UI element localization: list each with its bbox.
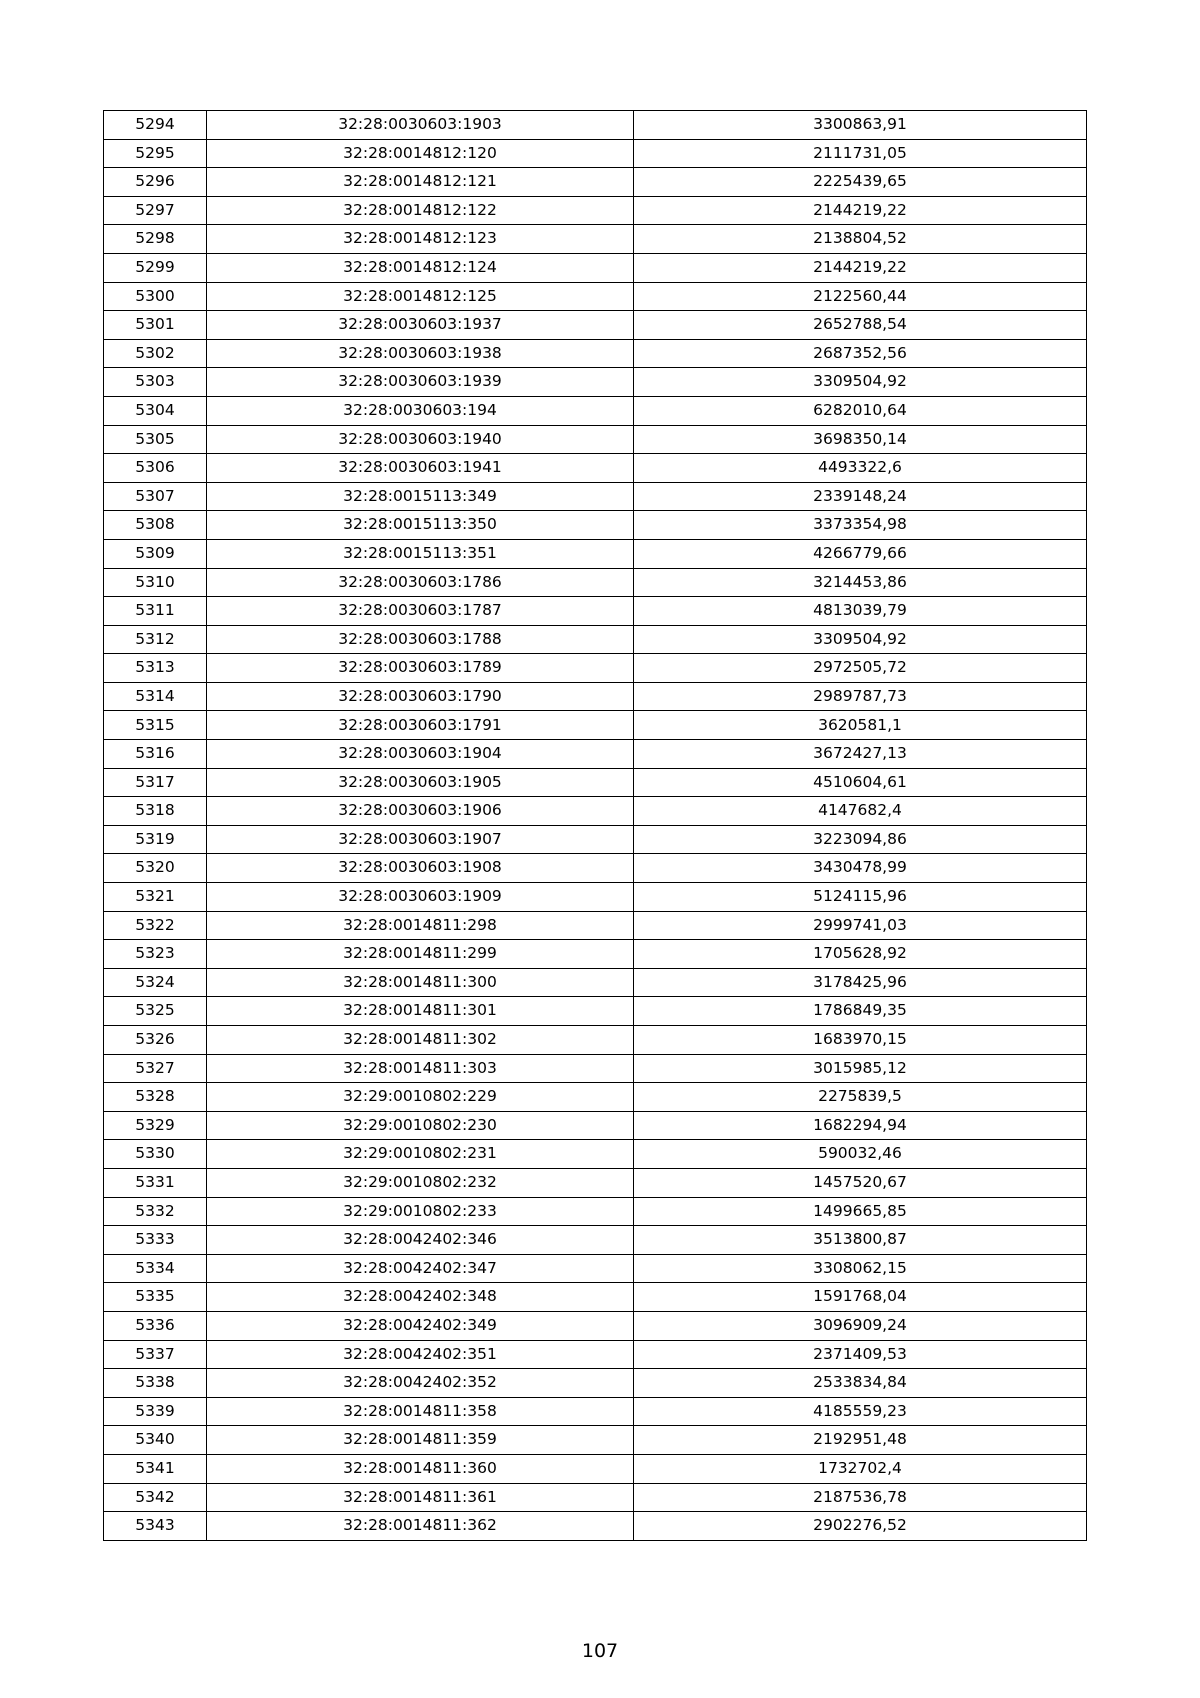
- table-row: [104, 1397, 1087, 1426]
- row-number-cell: 5318: [104, 797, 207, 826]
- value-cell: 590032,46: [634, 1140, 1087, 1169]
- cadastral-number-cell: 32:28:0014812:125: [207, 282, 634, 311]
- cadastral-number-cell: 32:28:0014811:303: [207, 1054, 634, 1083]
- table-row: [104, 883, 1087, 912]
- value-cell: 6282010,64: [634, 396, 1087, 425]
- row-number-cell: 5313: [104, 654, 207, 683]
- cadastral-number-cell: 32:28:0030603:1903: [207, 111, 634, 140]
- value-cell: 3223094,86: [634, 825, 1087, 854]
- value-cell: 2144219,22: [634, 196, 1087, 225]
- table-row: [104, 168, 1087, 197]
- value-cell: 2122560,44: [634, 282, 1087, 311]
- cadastral-number-cell: 32:28:0030603:1789: [207, 654, 634, 683]
- row-number-cell: 5302: [104, 339, 207, 368]
- value-cell: 3373354,98: [634, 511, 1087, 540]
- cadastral-number-cell: 32:28:0030603:1941: [207, 454, 634, 483]
- value-cell: 2144219,22: [634, 253, 1087, 282]
- row-number-cell: 5335: [104, 1283, 207, 1312]
- table-row: [104, 1311, 1087, 1340]
- cadastral-number-cell: 32:28:0030603:1940: [207, 425, 634, 454]
- cadastral-number-cell: 32:28:0030603:1788: [207, 625, 634, 654]
- row-number-cell: 5295: [104, 139, 207, 168]
- table-row: [104, 1111, 1087, 1140]
- value-cell: 1499665,85: [634, 1197, 1087, 1226]
- row-number-cell: 5315: [104, 711, 207, 740]
- value-cell: 4493322,6: [634, 454, 1087, 483]
- value-cell: 1682294,94: [634, 1111, 1087, 1140]
- cadastral-number-cell: 32:28:0014811:361: [207, 1483, 634, 1512]
- data-table: [103, 110, 1087, 1541]
- cadastral-number-cell: 32:28:0042402:349: [207, 1311, 634, 1340]
- value-cell: 3096909,24: [634, 1311, 1087, 1340]
- value-cell: 4147682,4: [634, 797, 1087, 826]
- table-row: [104, 740, 1087, 769]
- table-row: [104, 797, 1087, 826]
- cadastral-number-cell: 32:28:0030603:1938: [207, 339, 634, 368]
- row-number-cell: 5339: [104, 1397, 207, 1426]
- cadastral-number-cell: 32:28:0030603:194: [207, 396, 634, 425]
- table-row: [104, 968, 1087, 997]
- cadastral-number-cell: 32:28:0042402:347: [207, 1254, 634, 1283]
- cadastral-number-cell: 32:29:0010802:233: [207, 1197, 634, 1226]
- row-number-cell: 5324: [104, 968, 207, 997]
- value-cell: 4185559,23: [634, 1397, 1087, 1426]
- table-row: [104, 454, 1087, 483]
- row-number-cell: 5331: [104, 1168, 207, 1197]
- value-cell: 4813039,79: [634, 597, 1087, 626]
- row-number-cell: 5296: [104, 168, 207, 197]
- table-row: [104, 1426, 1087, 1455]
- row-number-cell: 5329: [104, 1111, 207, 1140]
- table-row: [104, 711, 1087, 740]
- table-row: [104, 940, 1087, 969]
- value-cell: 1591768,04: [634, 1283, 1087, 1312]
- value-cell: 3300863,91: [634, 111, 1087, 140]
- row-number-cell: 5310: [104, 568, 207, 597]
- table-row: [104, 1026, 1087, 1055]
- value-cell: 2972505,72: [634, 654, 1087, 683]
- row-number-cell: 5308: [104, 511, 207, 540]
- cadastral-number-cell: 32:28:0014811:360: [207, 1454, 634, 1483]
- table-row: [104, 568, 1087, 597]
- row-number-cell: 5300: [104, 282, 207, 311]
- table-row: [104, 1083, 1087, 1112]
- value-cell: 2533834,84: [634, 1369, 1087, 1398]
- value-cell: 5124115,96: [634, 883, 1087, 912]
- row-number-cell: 5297: [104, 196, 207, 225]
- row-number-cell: 5333: [104, 1226, 207, 1255]
- cadastral-number-cell: 32:29:0010802:229: [207, 1083, 634, 1112]
- cadastral-number-cell: 32:28:0030603:1790: [207, 682, 634, 711]
- cadastral-number-cell: 32:28:0042402:346: [207, 1226, 634, 1255]
- cadastral-number-cell: 32:29:0010802:231: [207, 1140, 634, 1169]
- row-number-cell: 5312: [104, 625, 207, 654]
- row-number-cell: 5307: [104, 482, 207, 511]
- row-number-cell: 5301: [104, 311, 207, 340]
- table-row: [104, 396, 1087, 425]
- row-number-cell: 5306: [104, 454, 207, 483]
- value-cell: 2138804,52: [634, 225, 1087, 254]
- value-cell: 3178425,96: [634, 968, 1087, 997]
- cadastral-number-cell: 32:28:0014812:121: [207, 168, 634, 197]
- row-number-cell: 5338: [104, 1369, 207, 1398]
- value-cell: 2187536,78: [634, 1483, 1087, 1512]
- value-cell: 3015985,12: [634, 1054, 1087, 1083]
- value-cell: 2989787,73: [634, 682, 1087, 711]
- row-number-cell: 5342: [104, 1483, 207, 1512]
- table-row: [104, 1340, 1087, 1369]
- table-body: [104, 111, 1087, 1541]
- row-number-cell: 5334: [104, 1254, 207, 1283]
- value-cell: 3308062,15: [634, 1254, 1087, 1283]
- table-row: [104, 1254, 1087, 1283]
- cadastral-number-cell: 32:28:0042402:348: [207, 1283, 634, 1312]
- row-number-cell: 5337: [104, 1340, 207, 1369]
- cadastral-number-cell: 32:29:0010802:230: [207, 1111, 634, 1140]
- row-number-cell: 5322: [104, 911, 207, 940]
- value-cell: 2687352,56: [634, 339, 1087, 368]
- table-row: [104, 282, 1087, 311]
- row-number-cell: 5319: [104, 825, 207, 854]
- row-number-cell: 5321: [104, 883, 207, 912]
- cadastral-number-cell: 32:28:0042402:352: [207, 1369, 634, 1398]
- row-number-cell: 5326: [104, 1026, 207, 1055]
- table-row: [104, 196, 1087, 225]
- value-cell: 3309504,92: [634, 625, 1087, 654]
- page-number: 107: [581, 1640, 619, 1662]
- table-row: [104, 111, 1087, 140]
- row-number-cell: 5298: [104, 225, 207, 254]
- table-row: [104, 854, 1087, 883]
- cadastral-number-cell: 32:28:0030603:1906: [207, 797, 634, 826]
- value-cell: 3214453,86: [634, 568, 1087, 597]
- cadastral-number-cell: 32:28:0030603:1787: [207, 597, 634, 626]
- cadastral-number-cell: 32:28:0030603:1905: [207, 768, 634, 797]
- value-cell: 2999741,03: [634, 911, 1087, 940]
- cadastral-number-cell: 32:28:0014811:299: [207, 940, 634, 969]
- table-row: [104, 539, 1087, 568]
- cadastral-number-cell: 32:28:0015113:351: [207, 539, 634, 568]
- cadastral-number-cell: 32:28:0014811:300: [207, 968, 634, 997]
- cadastral-number-cell: 32:28:0030603:1939: [207, 368, 634, 397]
- cadastral-number-cell: 32:28:0030603:1904: [207, 740, 634, 769]
- table-row: [104, 139, 1087, 168]
- row-number-cell: 5336: [104, 1311, 207, 1340]
- cadastral-number-cell: 32:28:0014812:120: [207, 139, 634, 168]
- value-cell: 3430478,99: [634, 854, 1087, 883]
- cadastral-number-cell: 32:28:0014811:358: [207, 1397, 634, 1426]
- table-row: [104, 511, 1087, 540]
- table-row: [104, 1197, 1087, 1226]
- table-row: [104, 1283, 1087, 1312]
- table-row: [104, 339, 1087, 368]
- value-cell: 2192951,48: [634, 1426, 1087, 1455]
- row-number-cell: 5323: [104, 940, 207, 969]
- cadastral-number-cell: 32:28:0014812:124: [207, 253, 634, 282]
- row-number-cell: 5305: [104, 425, 207, 454]
- value-cell: 1457520,67: [634, 1168, 1087, 1197]
- table-row: [104, 1512, 1087, 1541]
- cadastral-number-cell: 32:28:0030603:1786: [207, 568, 634, 597]
- table-row: [104, 425, 1087, 454]
- table-row: [104, 482, 1087, 511]
- cadastral-number-cell: 32:28:0014812:123: [207, 225, 634, 254]
- value-cell: 2275839,5: [634, 1083, 1087, 1112]
- table-row: [104, 682, 1087, 711]
- row-number-cell: 5311: [104, 597, 207, 626]
- cadastral-number-cell: 32:28:0030603:1909: [207, 883, 634, 912]
- cadastral-number-cell: 32:28:0014812:122: [207, 196, 634, 225]
- row-number-cell: 5316: [104, 740, 207, 769]
- row-number-cell: 5314: [104, 682, 207, 711]
- row-number-cell: 5340: [104, 1426, 207, 1455]
- row-number-cell: 5320: [104, 854, 207, 883]
- table-row: [104, 768, 1087, 797]
- value-cell: 1705628,92: [634, 940, 1087, 969]
- table-row: [104, 625, 1087, 654]
- row-number-cell: 5332: [104, 1197, 207, 1226]
- table-row: [104, 997, 1087, 1026]
- value-cell: 3672427,13: [634, 740, 1087, 769]
- value-cell: 2371409,53: [634, 1340, 1087, 1369]
- row-number-cell: 5317: [104, 768, 207, 797]
- value-cell: 2225439,65: [634, 168, 1087, 197]
- table-row: [104, 1140, 1087, 1169]
- table-row: [104, 825, 1087, 854]
- row-number-cell: 5304: [104, 396, 207, 425]
- cadastral-number-cell: 32:28:0014811:301: [207, 997, 634, 1026]
- table-row: [104, 1483, 1087, 1512]
- cadastral-number-cell: 32:28:0014811:359: [207, 1426, 634, 1455]
- table-row: [104, 1454, 1087, 1483]
- value-cell: 1683970,15: [634, 1026, 1087, 1055]
- table-row: [104, 1054, 1087, 1083]
- cadastral-number-cell: 32:28:0030603:1791: [207, 711, 634, 740]
- cadastral-number-cell: 32:28:0030603:1908: [207, 854, 634, 883]
- row-number-cell: 5325: [104, 997, 207, 1026]
- table-row: [104, 911, 1087, 940]
- value-cell: 2652788,54: [634, 311, 1087, 340]
- cadastral-number-cell: 32:28:0030603:1937: [207, 311, 634, 340]
- value-cell: 4266779,66: [634, 539, 1087, 568]
- table-row: [104, 597, 1087, 626]
- table-row: [104, 253, 1087, 282]
- value-cell: 3620581,1: [634, 711, 1087, 740]
- row-number-cell: 5343: [104, 1512, 207, 1541]
- value-cell: 4510604,61: [634, 768, 1087, 797]
- row-number-cell: 5299: [104, 253, 207, 282]
- table-row: [104, 368, 1087, 397]
- cadastral-number-cell: 32:28:0014811:302: [207, 1026, 634, 1055]
- row-number-cell: 5328: [104, 1083, 207, 1112]
- cadastral-number-cell: 32:28:0014811:362: [207, 1512, 634, 1541]
- value-cell: 2902276,52: [634, 1512, 1087, 1541]
- cadastral-number-cell: 32:28:0042402:351: [207, 1340, 634, 1369]
- cadastral-number-cell: 32:29:0010802:232: [207, 1168, 634, 1197]
- table-row: [104, 1369, 1087, 1398]
- value-cell: 3309504,92: [634, 368, 1087, 397]
- table-row: [104, 225, 1087, 254]
- table-row: [104, 1168, 1087, 1197]
- value-cell: 2111731,05: [634, 139, 1087, 168]
- value-cell: 1786849,35: [634, 997, 1087, 1026]
- value-cell: 2339148,24: [634, 482, 1087, 511]
- table-row: [104, 1226, 1087, 1255]
- value-cell: 3698350,14: [634, 425, 1087, 454]
- cadastral-number-cell: 32:28:0014811:298: [207, 911, 634, 940]
- row-number-cell: 5341: [104, 1454, 207, 1483]
- cadastral-number-cell: 32:28:0030603:1907: [207, 825, 634, 854]
- value-cell: 3513800,87: [634, 1226, 1087, 1255]
- cadastral-number-cell: 32:28:0015113:350: [207, 511, 634, 540]
- table-row: [104, 654, 1087, 683]
- row-number-cell: 5294: [104, 111, 207, 140]
- row-number-cell: 5309: [104, 539, 207, 568]
- row-number-cell: 5303: [104, 368, 207, 397]
- table-row: [104, 311, 1087, 340]
- row-number-cell: 5330: [104, 1140, 207, 1169]
- cadastral-number-cell: 32:28:0015113:349: [207, 482, 634, 511]
- value-cell: 1732702,4: [634, 1454, 1087, 1483]
- row-number-cell: 5327: [104, 1054, 207, 1083]
